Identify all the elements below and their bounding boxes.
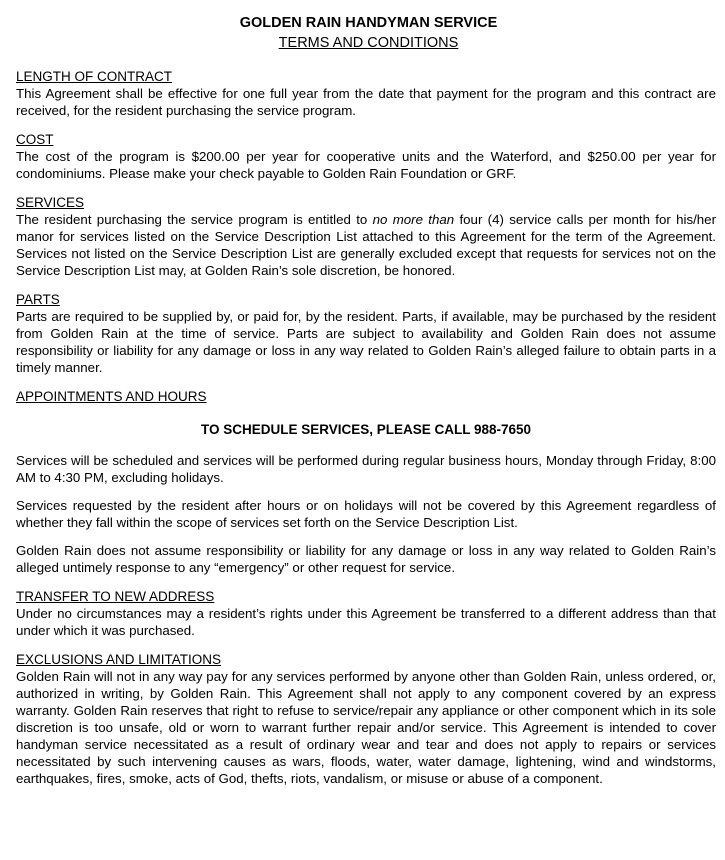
section-services xyxy=(16,195,716,279)
section-appointments-and-hours xyxy=(16,389,716,576)
section-heading: SERVICES xyxy=(16,195,85,210)
section-text: The cost of the program is $200.00 per year for cooperative units and the Waterford, and $250.00 per year for condominiums. Please make your check payable to Golden Rain Foundation or GRF. xyxy=(16,149,716,181)
section-heading: APPOINTMENTS AND HOURS xyxy=(16,389,207,404)
section-cost xyxy=(16,132,716,182)
services-emphasis: no more than xyxy=(372,212,455,227)
section-heading: LENGTH OF CONTRACT xyxy=(16,69,173,84)
section-exclusions-and-limitations xyxy=(16,652,716,787)
section-heading: PARTS xyxy=(16,292,60,307)
schedule-callout: TO SCHEDULE SERVICES, PLEASE CALL 988-7650 xyxy=(200,422,532,437)
section-parts xyxy=(16,292,716,376)
services-text-start: The resident purchasing the service program is entitled to xyxy=(16,212,373,227)
section-text: Parts are required to be supplied by, or paid for, by the resident. Parts, if available, may be purchased by the resident from Golden Rain at the time of service. Parts are subject to availability and Golden Rain does not assume responsibility or liability for any damage or loss in any way related to Golden Rain’s alleged failure to obtain parts in a timely manner. xyxy=(16,309,716,375)
document-subtitle: TERMS AND CONDITIONS xyxy=(278,35,459,51)
section-heading: COST xyxy=(16,132,54,147)
document-title: GOLDEN RAIN HANDYMAN SERVICE xyxy=(239,15,498,31)
services-text-end: four (4) service calls per month for his/her manor for services listed on the Service Description List attached to this Agreement for the term of the Agreement. Services not listed on the Service Description List are generally excluded except that requests for services not on the Service Description List may, at Golden Rain’s sole discretion, be honored. xyxy=(16,212,717,278)
liability-paragraph: Golden Rain does not assume responsibility or liability for any damage or loss in any way related to Golden Rain’s alleged untimely response to any “emergency” or other request for service. xyxy=(16,543,716,575)
section-text xyxy=(16,211,716,279)
after-hours-paragraph: Services requested by the resident after hours or on holidays will not be covered by this Agreement regardless of whether they fall within the scope of services set forth on the Service Description List. xyxy=(16,498,716,530)
section-text: Golden Rain will not in any way pay for any services performed by anyone other than Golden Rain, unless ordered, or, authorized in writing, by Golden Rain. This Agreement shall not apply to any component covered by an express warranty. Golden Rain reserves that right to refuse to service/repair any appliance or other component which in its sole discretion is too unsafe, old or worn to warrant further repair and/or service. This Agreement is intended to cover handyman service necessitated as a result of ordinary wear and tear and does not apply to repairs or services necessitated by such intervening causes as wars, floods, water, water damage, lightening, wind and windstorms, earthquakes, fires, smoke, acts of God, thefts, riots, vandalism, or misuse or abuse of a component. xyxy=(16,669,716,786)
section-length-of-contract xyxy=(16,69,716,119)
section-transfer-to-new-address xyxy=(16,589,716,639)
document-page xyxy=(16,14,716,787)
hours-paragraph: Services will be scheduled and services will be performed during regular business hours, Monday through Friday, 8:00 AM to 4:30 PM, excluding holidays. xyxy=(16,453,716,485)
section-heading: TRANSFER TO NEW ADDRESS xyxy=(16,589,215,604)
section-heading: EXCLUSIONS AND LIMITATIONS xyxy=(16,652,222,667)
section-text: This Agreement shall be effective for one full year from the date that payment for the program and this contract are received, for the resident purchasing the service program. xyxy=(16,86,716,118)
section-text: Under no circumstances may a resident’s rights under this Agreement be transferred to a different address than that under which it was purchased. xyxy=(16,606,716,638)
